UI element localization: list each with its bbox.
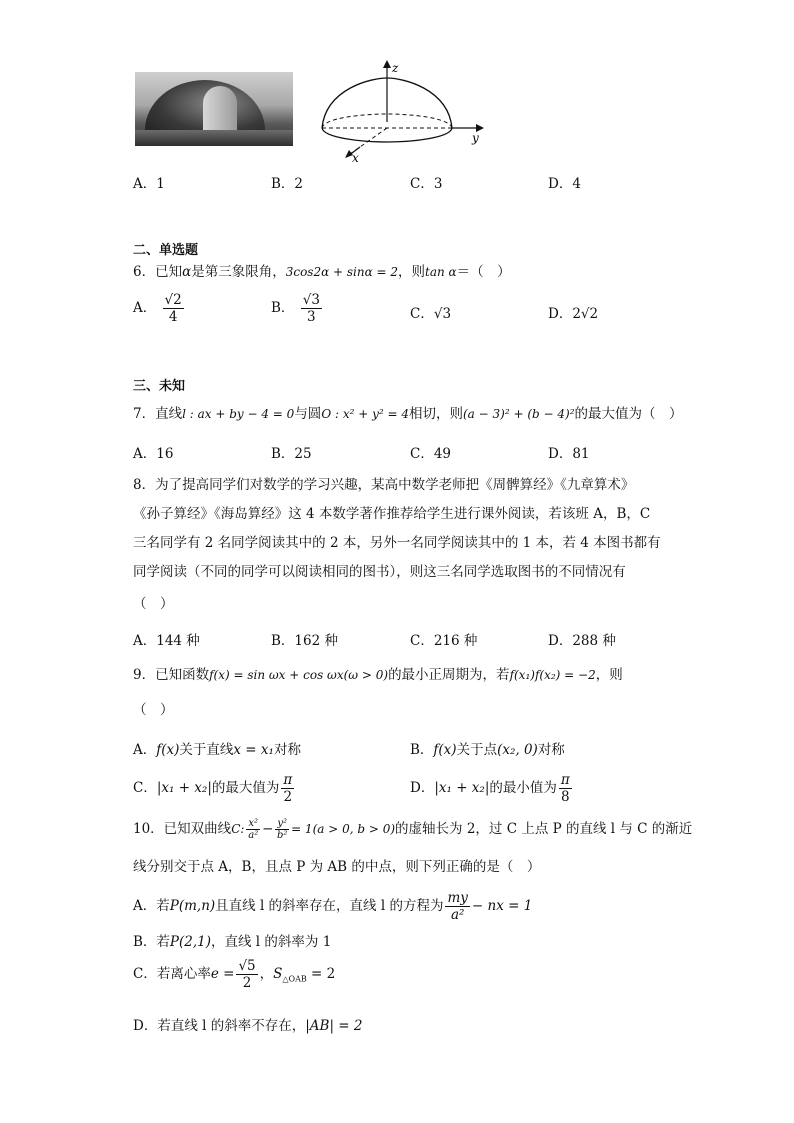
q9-option-b[interactable]: B．f(x)关于点(x₂, 0)对称 [410,742,565,758]
q6-option-a[interactable]: A． $\frac{√2}{4}$ [133,292,182,325]
question-9-stem: 9．已知函数f(x) = sin ωx + cos ωx(ω > 0)的最小正周期为，若f(x₁)f(x₂) = −2，则 [133,667,623,683]
q8-option-a[interactable]: A．144 种 [133,633,200,649]
q7-option-d[interactable]: D．81 [548,446,590,462]
question-10-line-1: 10．已知双曲线C: $\frac{\text{x²}}{\text{a²}}$ − $\frac{\text{y²}}{\text{b²}}$ = 1(a > 0, b > 0)的虚轴长为 2，过 C 上点 P 的直线 l 与 C 的渐近 [133,818,693,841]
q8-option-b[interactable]: B．162 种 [271,633,338,649]
q7-option-b[interactable]: B．25 [271,446,312,462]
photo-water-reflection [135,130,293,146]
q10-option-c[interactable]: C．若离心率e = $\frac{√5}{2}$ ，$S_{\triangle OAB} = 2$ [133,958,336,991]
q5-option-a[interactable]: A．1 [133,176,165,192]
q9-option-c[interactable]: C．|x₁ + x₂|的最大值为 $\frac{\pi}{2}$ [133,772,293,805]
q5-option-c[interactable]: C．3 [410,176,443,192]
q5-option-b[interactable]: B．2 [271,176,304,192]
question-6-stem: 6．已知α是第三象限角，3cos2α + sinα = 2，则tan α＝（ ） [133,264,511,280]
q6-option-d[interactable]: D．2√2 [548,306,599,322]
question-7-stem: 7．直线l : ax + by − 4 = 0与圆O : x² + y² = 4相切，则(a − 3)² + (b − 4)²的最大值为（ ） [133,406,683,422]
q7-option-c[interactable]: C．49 [410,446,452,462]
question-8-line-2: 《孙子算经》《海岛算经》这 4 本数学著作推荐给学生进行课外阅读，若该班 A，B，C [133,506,651,522]
q10-option-b[interactable]: B．若P(2,1)，直线 l 的斜率为 1 [133,934,332,950]
question-9-bracket: （ ） [133,702,174,718]
q6-option-c[interactable]: C．√3 [410,306,452,322]
z-axis-label: z [392,61,399,75]
y-axis-label: y [472,131,479,145]
section-3-title: 三、未知 [133,379,186,394]
q10-option-a[interactable]: A．若P(m,n)且直线 l 的斜率存在，直线 l 的方程为 $\frac{my}{\text{a²}}$ − nx = 1 [133,890,533,923]
x-axis-label: x [352,151,359,165]
q5-option-d[interactable]: D．4 [548,176,581,192]
hemisphere-diagram [312,58,492,166]
q7-option-a[interactable]: A．16 [133,446,174,462]
q10-option-d[interactable]: D．若直线 l 的斜率不存在，|AB| = 2 [133,1018,363,1034]
question-10-line-2: 线分别交于点 A，B，且点 P 为 AB 的中点，则下列正确的是（ ） [133,859,541,875]
photo-glass-entrance [203,86,237,130]
q8-option-c[interactable]: C．216 种 [410,633,478,649]
q9-option-d[interactable]: D．|x₁ + x₂|的最小值为 $\frac{\pi}{8}$ [410,772,570,805]
z-axis-arrow [383,60,391,68]
section-2-title: 二、单选题 [133,243,199,258]
question-8-line-1: 8．为了提高同学们对数学的学习兴趣，某高中数学老师把《周髀算经》《九章算术》 [133,477,635,493]
q6-option-b[interactable]: B． $\frac{√3}{3}$ [271,292,320,325]
question-8-line-3: 三名同学有 2 名同学阅读其中的 2 本，另外一名同学阅读其中的 1 本，若 4 本图书都有 [133,535,661,551]
base-ellipse-front [322,128,452,142]
national-grand-theater-photo [135,72,293,146]
q9-option-a[interactable]: A．f(x)关于直线x = x₁对称 [133,742,301,758]
question-8-line-4: 同学阅读（不同的同学可以阅读相同的图书），则这三名同学选取图书的不同情况有 [133,564,626,580]
question-8-bracket: （ ） [133,596,174,612]
q8-option-d[interactable]: D．288 种 [548,633,616,649]
